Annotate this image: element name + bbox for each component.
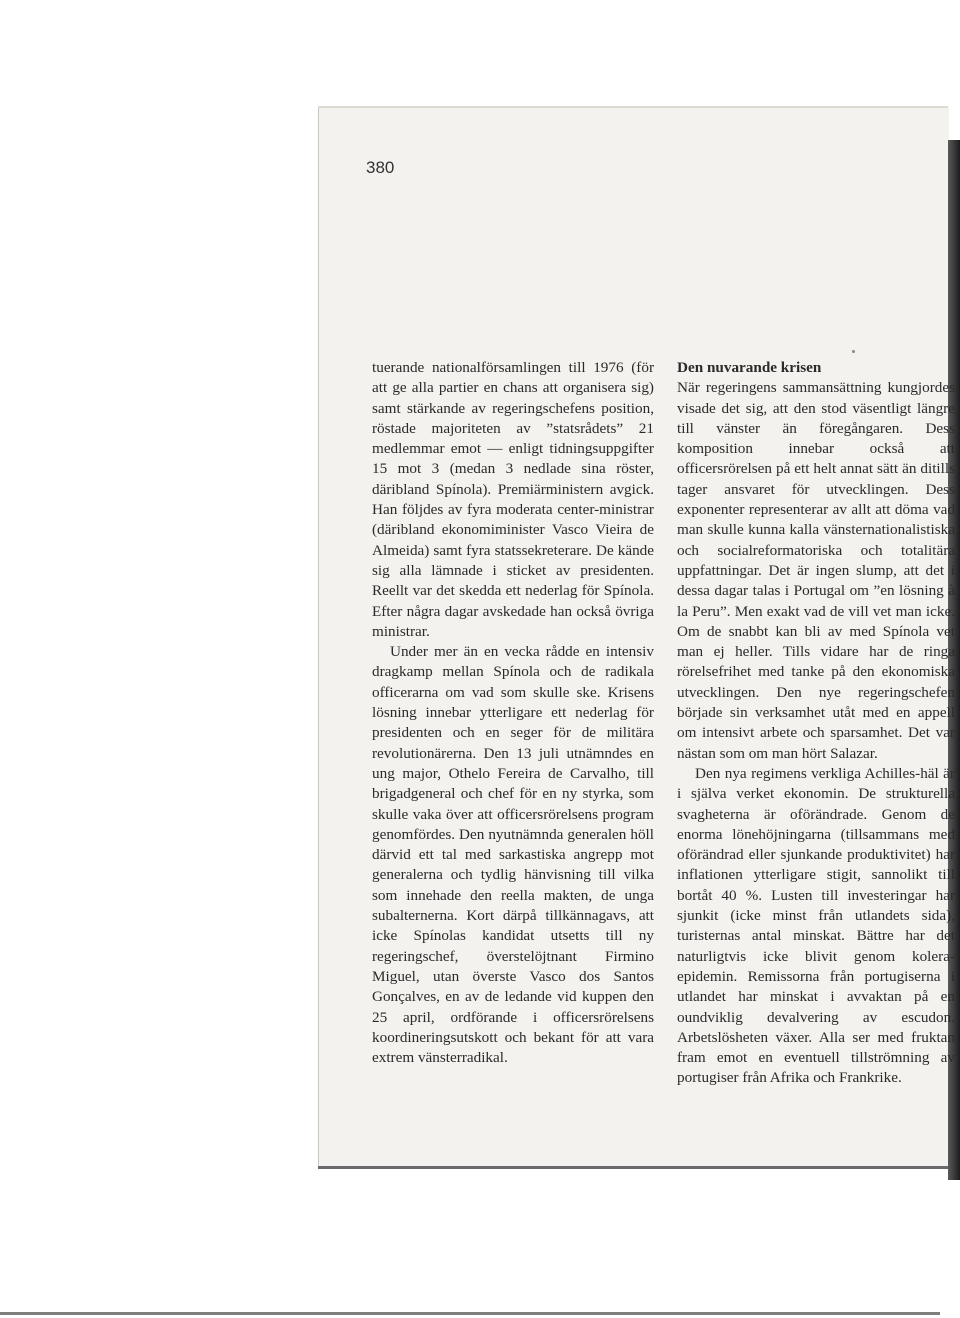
scanner-edge-line — [0, 1312, 940, 1315]
left-text-column — [372, 358, 654, 1068]
right-text-column — [677, 358, 955, 1089]
right-paragraph-2: Den nya regimens verkliga Achilles-häl är i själva verket ekonomin. De strukturella svagheterna är oförändrade. Genom de enorma lönehöjningarna (tillsammans med oförändrad eller sjunkande produktivitet) har inflationen ytterligare stigit, sannolikt till bortåt 40 %. Lusten till investeringar har sjunkit (icke minst från utlandets sida), turisternas antal minskat. Bättre har det naturligtvis icke blivit genom kolera-epidemin. Remissorna från portugiserna i utlandet har minskat i avvaktan på en oundviklig devalvering av escudon. Arbetslösheten växer. Alla ser med fruktan fram emot en eventuell tillströmning av portugiser från Afrika och Frankrike. — [677, 764, 955, 1087]
page-number: 380 — [366, 158, 395, 177]
page-bottom-edge — [318, 1166, 948, 1169]
left-paragraph-2: Under mer än en vecka rådde en intensiv dragkamp mellan Spínola och de radikala officerarna om vad som skulle ske. Krisens lösning innebar ytterligare ett nederlag för presidenten och en seger för de militära revolutionärerna. Den 13 juli utnämndes en ung major, Othelo Fereira de Carvalho, till brigadgeneral och chef för en ny styrka, som skulle vaka över att officersrörelsens program genomfördes. Den nyutnämnda generalen höll därvid ett tal med sarkastiska angrepp mot generalerna och tydlig hänvisning till vilka som innehade den reella makten, de unga subalternerna. Kort därpå tillkännagavs, att icke Spínolas kandidat utsetts till ny regeringschef, överstelöjtnant Firmino Miguel, utan överste Vasco dos Santos Gonçalves, en av de ledande vid kuppen den 25 april, ordförande i officersrörelsens koordineringsutskott och bekant för att vara extrem vänsterradikal. — [372, 643, 654, 1067]
right-paragraph-1: När regeringens sammansättning kungjordes visade det sig, att den stod väsentligt längre till vänster än föregångaren. Dess komposition innebar också att officersrörelsen på ett helt annat sätt än ditills tager ansvaret för utvecklingen. Dess exponenter representerar av allt att döma vad man skulle kunna kalla vänsternationalistiska och socialreformatoriska och totalitära uppfattningar. Det är ingen slump, att det i dessa dagar talas i Portugal om ”en lösning à la Peru”. Men exakt vad de vill vet man icke. Om de snabbt kan bli av med Spínola vet man ej heller. Tills vidare har de ringa rörelsefrihet med tanke på den ekonomiska utvecklingen. Den nye regeringschefen började sin verksamhet utåt med en appell om intensivt arbete och sparsamhet. Det var nästan som om man hört Salazar. — [677, 379, 955, 762]
page-top-edge — [318, 106, 948, 108]
speck-mark — [852, 350, 855, 353]
section-heading: Den nuvarande krisen — [677, 359, 822, 376]
left-paragraph-1: tuerande nationalförsamlingen till 1976 (för att ge alla partier en chans att organisera sig) samt stärkande av regeringschefens position, röstade majoriteten av ”statsrådets” 21 medlemmar emot — enligt tidningsuppgifter 15 mot 3 (medan 3 nedlade sina röster, däribland Spínola). Premiärministern avgick. Han följdes av fyra moderata center-ministrar (däribland ekonomiminister Vasco Vieira de Almeida) samt fyra statssekreterare. De kände sig alla lämnade i sticket av presidenten. Reellt var det skedda ett nederlag för Spínola. Efter några dagar avskedade han också övriga ministrar. — [372, 359, 654, 640]
